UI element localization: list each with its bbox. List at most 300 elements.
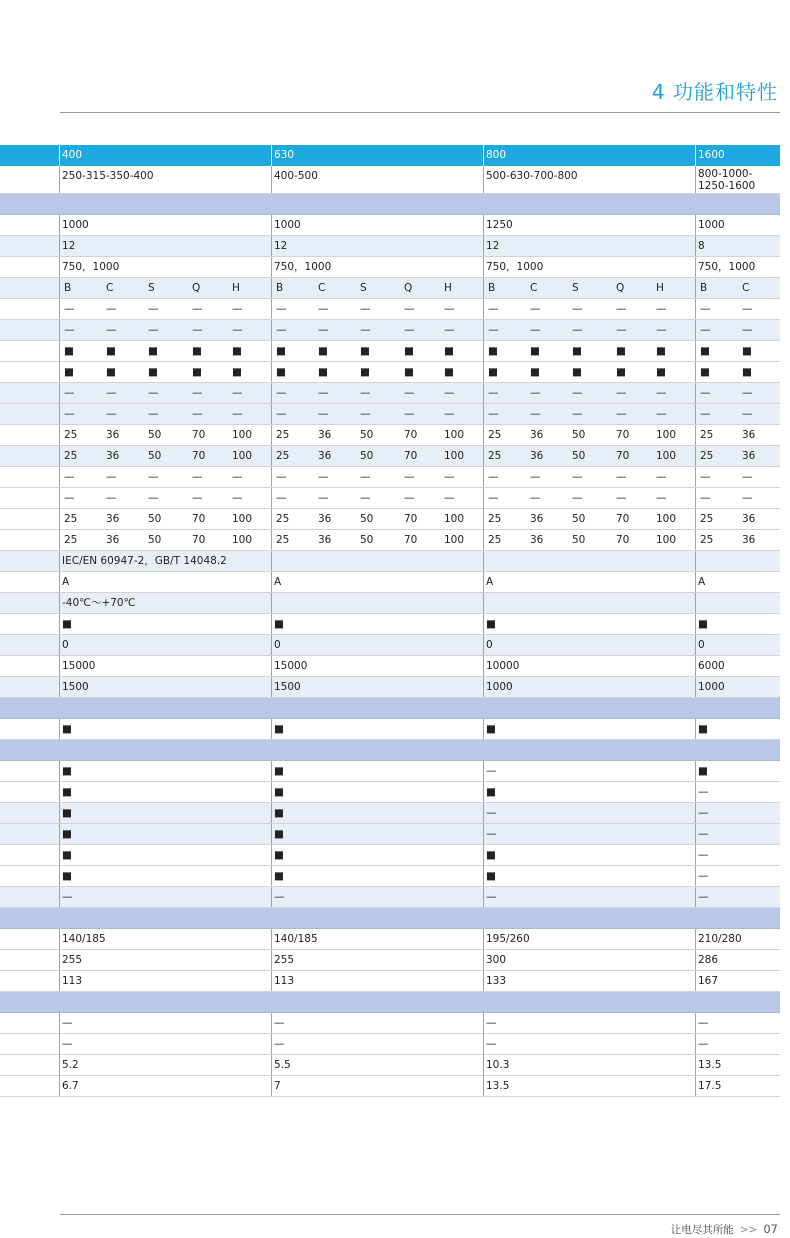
- table-cell: —: [148, 492, 159, 504]
- table-cell: 100: [656, 513, 677, 525]
- table-cell: 36: [318, 534, 332, 546]
- table-cell: 800-1000-1250-1600: [698, 168, 756, 192]
- column-divider: [59, 467, 60, 487]
- column-divider: [695, 509, 696, 529]
- column-divider: [483, 488, 484, 508]
- table-cell: —: [656, 303, 667, 315]
- table-cell: 250-315-350-400: [62, 170, 154, 182]
- table-row: [0, 614, 780, 635]
- table-cell: —: [530, 387, 541, 399]
- table-cell: C: [742, 282, 750, 294]
- table-cell: —: [360, 303, 371, 315]
- table-cell: —: [148, 303, 159, 315]
- column-divider: [271, 530, 272, 550]
- table-cell: ■: [62, 828, 72, 840]
- table-cell: —: [488, 324, 499, 336]
- table-row: [0, 530, 780, 551]
- table-cell: —: [572, 387, 583, 399]
- column-divider: [59, 299, 60, 319]
- table-cell: H: [656, 282, 664, 294]
- table-section-row: [0, 698, 780, 719]
- column-divider: [695, 299, 696, 319]
- table-cell: 100: [444, 429, 465, 441]
- table-row: [0, 593, 780, 614]
- table-cell: 25: [488, 429, 502, 441]
- table-cell: —: [360, 387, 371, 399]
- column-divider: [483, 362, 484, 382]
- table-cell: 36: [742, 450, 756, 462]
- column-divider: [695, 383, 696, 403]
- column-divider: [695, 362, 696, 382]
- column-divider: [695, 278, 696, 298]
- table-cell: —: [530, 303, 541, 315]
- table-cell: 113: [274, 975, 295, 987]
- table-cell: —: [572, 408, 583, 420]
- table-row: [0, 551, 780, 572]
- table-cell: ■: [698, 618, 708, 630]
- table-cell: —: [64, 324, 75, 336]
- frame-header-cell: 400: [62, 149, 83, 161]
- table-cell: —: [106, 324, 117, 336]
- table-cell: —: [444, 324, 455, 336]
- footer-slogan: 让电尽其所能: [670, 1224, 734, 1236]
- table-cell: 25: [700, 429, 714, 441]
- table-cell: A: [486, 576, 494, 588]
- table-cell: 36: [318, 429, 332, 441]
- table-cell: 750，1000: [274, 261, 332, 273]
- table-cell: —: [616, 471, 627, 483]
- table-cell: 25: [276, 513, 290, 525]
- spec-table: [0, 145, 780, 1097]
- table-cell: 70: [192, 534, 206, 546]
- table-cell: —: [572, 303, 583, 315]
- column-divider: [483, 509, 484, 529]
- table-cell: —: [698, 828, 709, 840]
- column-divider: [59, 383, 60, 403]
- table-cell: —: [444, 471, 455, 483]
- column-divider: [695, 488, 696, 508]
- table-cell: 36: [530, 534, 544, 546]
- footer-arrows: >>: [739, 1224, 758, 1236]
- table-cell: 50: [360, 513, 374, 525]
- table-cell: —: [106, 408, 117, 420]
- table-cell: ■: [444, 345, 454, 357]
- table-cell: 50: [360, 534, 374, 546]
- table-cell: 36: [742, 429, 756, 441]
- table-cell: 70: [192, 513, 206, 525]
- table-cell: ■: [62, 618, 72, 630]
- table-cell: —: [742, 303, 753, 315]
- table-cell: 12: [62, 240, 76, 252]
- table-cell: 36: [106, 429, 120, 441]
- table-cell: —: [62, 891, 73, 903]
- table-row: [0, 1076, 780, 1097]
- table-cell: ■: [698, 723, 708, 735]
- column-divider: [695, 530, 696, 550]
- table-cell: 50: [148, 534, 162, 546]
- table-cell: —: [616, 303, 627, 315]
- table-cell: 1250: [486, 219, 513, 231]
- table-cell: ■: [572, 366, 582, 378]
- column-divider: [59, 341, 60, 361]
- page-section-title: 4 功能和特性: [651, 80, 778, 104]
- table-cell: —: [360, 324, 371, 336]
- table-cell: —: [148, 408, 159, 420]
- table-row: [0, 166, 780, 194]
- table-cell: 25: [64, 429, 78, 441]
- frame-header-cell: 1600: [698, 149, 725, 161]
- table-cell: ■: [404, 366, 414, 378]
- table-row: [0, 299, 780, 320]
- table-cell: 36: [530, 450, 544, 462]
- column-divider: [271, 404, 272, 424]
- table-cell: C: [530, 282, 538, 294]
- table-row: [0, 824, 780, 845]
- table-cell: —: [276, 471, 287, 483]
- table-cell: ■: [232, 366, 242, 378]
- table-cell: 36: [106, 450, 120, 462]
- table-cell: —: [192, 387, 203, 399]
- table-cell: 100: [656, 450, 677, 462]
- table-row: [0, 236, 780, 257]
- table-cell: —: [360, 471, 371, 483]
- table-cell: —: [276, 492, 287, 504]
- table-cell: 25: [488, 513, 502, 525]
- table-cell: 70: [616, 513, 630, 525]
- table-cell: -40℃～+70℃: [62, 597, 136, 609]
- table-cell: 286: [698, 954, 719, 966]
- table-cell: —: [488, 471, 499, 483]
- table-cell: —: [488, 387, 499, 399]
- column-divider: [695, 593, 696, 613]
- table-cell: —: [106, 387, 117, 399]
- table-cell: 25: [276, 534, 290, 546]
- table-cell: ■: [404, 345, 414, 357]
- column-divider: [483, 299, 484, 319]
- column-divider: [271, 551, 272, 571]
- table-row: [0, 845, 780, 866]
- table-cell: ■: [360, 345, 370, 357]
- table-cell: —: [148, 324, 159, 336]
- column-divider: [695, 404, 696, 424]
- table-row: [0, 509, 780, 530]
- table-cell: —: [616, 492, 627, 504]
- table-cell: 36: [106, 534, 120, 546]
- table-cell: 100: [444, 513, 465, 525]
- table-cell: 8: [698, 240, 705, 252]
- table-cell: 50: [148, 429, 162, 441]
- table-cell: —: [742, 387, 753, 399]
- table-cell: A: [698, 576, 706, 588]
- table-cell: —: [64, 387, 75, 399]
- table-cell: 1500: [274, 681, 301, 693]
- table-cell: —: [404, 471, 415, 483]
- table-cell: —: [742, 492, 753, 504]
- column-divider: [483, 425, 484, 445]
- table-cell: 70: [404, 429, 418, 441]
- table-row: [0, 446, 780, 467]
- table-cell: ■: [488, 366, 498, 378]
- table-cell: 25: [64, 513, 78, 525]
- table-cell: IEC/EN 60947-2，GB/T 14048.2: [62, 555, 227, 567]
- table-cell: A: [274, 576, 282, 588]
- table-cell: ■: [106, 345, 116, 357]
- table-cell: —: [486, 765, 497, 777]
- table-cell: —: [488, 492, 499, 504]
- table-row: [0, 404, 780, 425]
- table-cell: —: [106, 471, 117, 483]
- table-cell: ■: [700, 345, 710, 357]
- table-cell: 50: [360, 450, 374, 462]
- table-row: [0, 761, 780, 782]
- table-cell: Q: [404, 282, 413, 294]
- table-cell: ■: [700, 366, 710, 378]
- table-cell: 25: [64, 450, 78, 462]
- table-cell: ■: [274, 870, 284, 882]
- table-cell: —: [700, 303, 711, 315]
- column-divider: [271, 488, 272, 508]
- footer-divider: [60, 1214, 780, 1215]
- table-row: [0, 341, 780, 362]
- table-cell: —: [572, 471, 583, 483]
- table-cell: —: [698, 870, 709, 882]
- table-cell: ■: [486, 723, 496, 735]
- column-divider: [483, 341, 484, 361]
- table-cell: 1000: [698, 681, 725, 693]
- table-cell: —: [530, 492, 541, 504]
- table-cell: ■: [616, 345, 626, 357]
- table-cell: —: [616, 408, 627, 420]
- table-row: [0, 425, 780, 446]
- table-cell: 1000: [698, 219, 725, 231]
- table-cell: —: [318, 408, 329, 420]
- table-cell: 113: [62, 975, 83, 987]
- table-cell: 12: [274, 240, 288, 252]
- table-cell: ■: [742, 366, 752, 378]
- table-cell: 750，1000: [62, 261, 120, 273]
- table-cell: ■: [192, 366, 202, 378]
- table-cell: ■: [106, 366, 116, 378]
- column-divider: [483, 383, 484, 403]
- table-cell: 255: [274, 954, 295, 966]
- column-divider: [483, 551, 484, 571]
- table-cell: ■: [62, 849, 72, 861]
- table-cell: —: [486, 1038, 497, 1050]
- column-divider: [271, 278, 272, 298]
- table-cell: 0: [698, 639, 705, 651]
- column-divider: [59, 404, 60, 424]
- column-divider: [695, 425, 696, 445]
- table-cell: ■: [62, 786, 72, 798]
- table-row: [0, 656, 780, 677]
- table-cell: 25: [700, 450, 714, 462]
- table-cell: ■: [62, 807, 72, 819]
- table-cell: 1000: [486, 681, 513, 693]
- table-cell: ■: [444, 366, 454, 378]
- table-cell: 6000: [698, 660, 725, 672]
- table-cell: 0: [62, 639, 69, 651]
- table-cell: 70: [616, 450, 630, 462]
- table-cell: ■: [274, 618, 284, 630]
- table-cell: —: [404, 387, 415, 399]
- table-cell: ■: [486, 870, 496, 882]
- table-cell: —: [742, 471, 753, 483]
- table-cell: 140/185: [274, 933, 318, 945]
- table-cell: 750，1000: [698, 261, 756, 273]
- table-cell: 195/260: [486, 933, 530, 945]
- table-cell: 100: [232, 534, 253, 546]
- table-cell: ■: [572, 345, 582, 357]
- table-cell: —: [192, 324, 203, 336]
- table-row: [0, 803, 780, 824]
- table-cell: 750，1000: [486, 261, 544, 273]
- table-cell: —: [232, 408, 243, 420]
- table-cell: 50: [572, 429, 586, 441]
- table-cell: —: [742, 408, 753, 420]
- column-divider: [483, 320, 484, 340]
- table-cell: —: [404, 408, 415, 420]
- table-cell: B: [64, 282, 72, 294]
- table-cell: C: [106, 282, 114, 294]
- table-cell: —: [656, 492, 667, 504]
- table-cell: Q: [616, 282, 625, 294]
- column-divider: [483, 446, 484, 466]
- table-cell: ■: [232, 345, 242, 357]
- table-cell: —: [698, 786, 709, 798]
- table-cell: —: [318, 471, 329, 483]
- table-cell: —: [318, 387, 329, 399]
- table-cell: 70: [616, 429, 630, 441]
- header-divider: [60, 112, 780, 113]
- table-cell: —: [700, 492, 711, 504]
- column-divider: [695, 446, 696, 466]
- table-cell: S: [360, 282, 367, 294]
- table-cell: —: [106, 303, 117, 315]
- table-cell: 100: [232, 450, 253, 462]
- table-cell: —: [404, 303, 415, 315]
- table-cell: 50: [572, 534, 586, 546]
- column-divider: [59, 425, 60, 445]
- table-cell: 25: [276, 429, 290, 441]
- table-cell: —: [444, 387, 455, 399]
- table-cell: ■: [698, 765, 708, 777]
- table-cell: 13.5: [698, 1059, 722, 1071]
- table-cell: —: [274, 1038, 285, 1050]
- table-cell: 5.5: [274, 1059, 291, 1071]
- table-cell: B: [488, 282, 496, 294]
- table-cell: ■: [276, 366, 286, 378]
- table-cell: ■: [274, 828, 284, 840]
- table-cell: ■: [62, 723, 72, 735]
- frame-header-cell: 800: [486, 149, 507, 161]
- table-cell: —: [656, 408, 667, 420]
- table-cell: 70: [192, 450, 206, 462]
- table-row: [0, 215, 780, 236]
- table-cell: —: [572, 492, 583, 504]
- column-divider: [695, 467, 696, 487]
- table-row: [0, 1055, 780, 1076]
- column-divider: [483, 530, 484, 550]
- table-section-row: [0, 194, 780, 215]
- table-cell: —: [698, 1017, 709, 1029]
- table-cell: 25: [488, 450, 502, 462]
- table-cell: —: [232, 387, 243, 399]
- table-cell: —: [276, 387, 287, 399]
- table-cell: 36: [530, 513, 544, 525]
- table-cell: 36: [530, 429, 544, 441]
- table-cell: —: [404, 324, 415, 336]
- table-cell: 50: [148, 450, 162, 462]
- table-cell: 100: [232, 513, 253, 525]
- table-cell: B: [276, 282, 284, 294]
- table-row: [0, 257, 780, 278]
- column-divider: [59, 446, 60, 466]
- column-divider: [271, 446, 272, 466]
- table-cell: 36: [318, 450, 332, 462]
- table-cell: —: [64, 303, 75, 315]
- table-cell: S: [572, 282, 579, 294]
- column-divider: [271, 425, 272, 445]
- table-cell: S: [148, 282, 155, 294]
- column-divider: [483, 278, 484, 298]
- table-cell: —: [530, 408, 541, 420]
- table-cell: 50: [572, 513, 586, 525]
- table-cell: ■: [62, 870, 72, 882]
- table-cell: —: [656, 471, 667, 483]
- table-cell: ■: [486, 618, 496, 630]
- table-cell: —: [360, 492, 371, 504]
- table-cell: —: [698, 1038, 709, 1050]
- table-cell: 0: [274, 639, 281, 651]
- table-cell: —: [700, 324, 711, 336]
- table-cell: —: [192, 408, 203, 420]
- table-cell: —: [444, 303, 455, 315]
- table-cell: ■: [530, 345, 540, 357]
- table-cell: 50: [360, 429, 374, 441]
- table-cell: —: [530, 324, 541, 336]
- table-cell: 10.3: [486, 1059, 510, 1071]
- column-divider: [59, 488, 60, 508]
- table-cell: —: [276, 324, 287, 336]
- table-cell: —: [276, 408, 287, 420]
- table-cell: 15000: [62, 660, 96, 672]
- table-cell: 100: [656, 429, 677, 441]
- table-cell: —: [192, 303, 203, 315]
- table-cell: —: [64, 492, 75, 504]
- table-section-row: [0, 740, 780, 761]
- table-cell: 500-630-700-800: [486, 170, 578, 182]
- table-cell: —: [616, 387, 627, 399]
- table-cell: ■: [656, 345, 666, 357]
- column-divider: [271, 383, 272, 403]
- table-cell: ■: [148, 345, 158, 357]
- table-cell: ■: [318, 345, 328, 357]
- table-cell: —: [488, 408, 499, 420]
- table-cell: 0: [486, 639, 493, 651]
- table-row: [0, 278, 780, 299]
- table-cell: —: [318, 303, 329, 315]
- table-row: [0, 950, 780, 971]
- table-row: [0, 677, 780, 698]
- table-cell: ■: [274, 786, 284, 798]
- table-row: [0, 488, 780, 509]
- table-cell: 12: [486, 240, 500, 252]
- table-cell: —: [700, 408, 711, 420]
- table-cell: ■: [616, 366, 626, 378]
- table-row: [0, 383, 780, 404]
- table-cell: ■: [318, 366, 328, 378]
- column-divider: [695, 320, 696, 340]
